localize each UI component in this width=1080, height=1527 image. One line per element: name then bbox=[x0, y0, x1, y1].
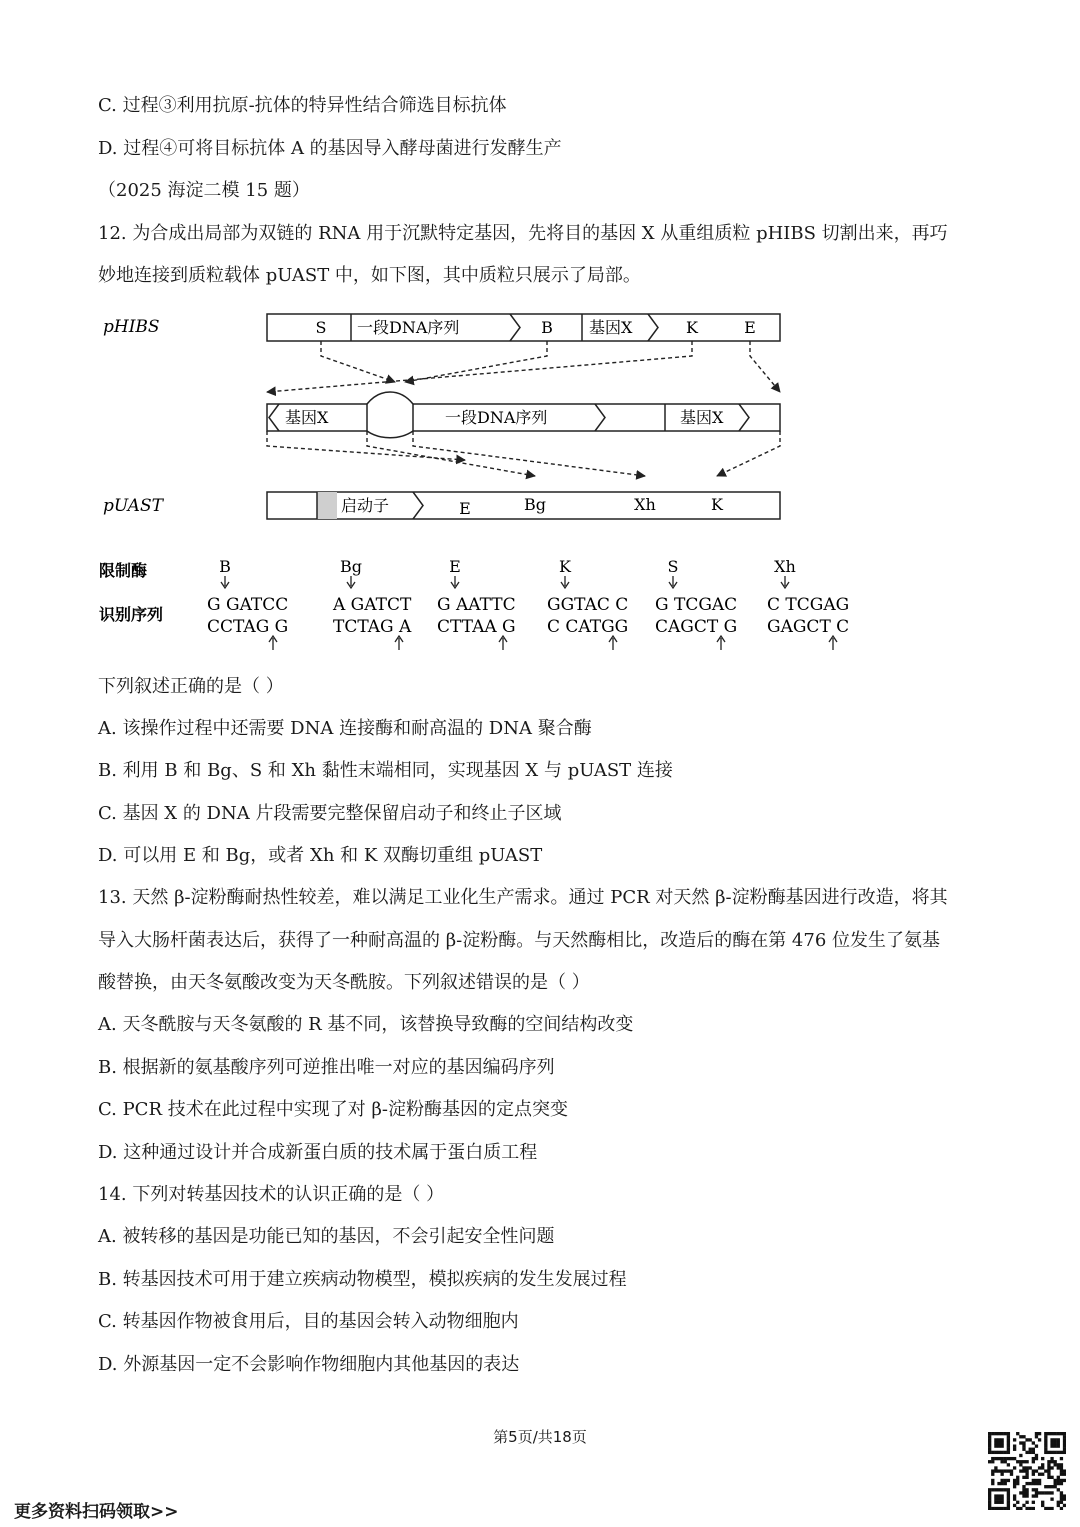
recognition-top: GGTAC C bbox=[547, 595, 629, 615]
text-line: A. 天冬酰胺与天冬氨酸的 R 基不同，该替换导致酶的空间结构改变 bbox=[98, 1014, 634, 1035]
text-line: D. 外源基因一定不会影响作物细胞内其他基因的表达 bbox=[98, 1354, 520, 1375]
text-line: 14. 下列对转基因技术的认识正确的是（ ） bbox=[98, 1184, 445, 1205]
middle-gene-x-right: 基因X bbox=[680, 408, 724, 427]
text-line: C. 转基因作物被食用后，目的基因会转入动物细胞内 bbox=[98, 1311, 519, 1332]
cut-arrow-up bbox=[609, 636, 617, 650]
middle-gene-x-left: 基因X bbox=[285, 408, 329, 427]
phibs-gene-x: 基因X bbox=[589, 318, 633, 337]
enzyme-name: K bbox=[559, 557, 571, 576]
middle-dna-seq: 一段DNA序列 bbox=[445, 408, 548, 427]
enzyme-name: Bg bbox=[340, 557, 362, 576]
cut-arrow-down bbox=[451, 576, 459, 588]
text-line: D. 过程④可将目标抗体 A 的基因导入酵母菌进行发酵生产 bbox=[98, 138, 562, 159]
recognition-bottom: CAGCT G bbox=[655, 617, 738, 637]
text-line: 12. 为合成出局部为双链的 RNA 用于沉默特定基因，先将目的基因 X 从重组质粒 pHIBS 切割出来，再巧 bbox=[98, 223, 948, 244]
phibs-label: pHIBS bbox=[103, 317, 160, 337]
recognition-top: G TCGAC bbox=[655, 595, 738, 615]
page-number: 第5页/共18页 bbox=[493, 1428, 587, 1446]
enzyme-name: E bbox=[449, 557, 461, 576]
text-line: B. 转基因技术可用于建立疾病动物模型，模拟疾病的发生发展过程 bbox=[98, 1269, 627, 1290]
recognition-bottom: CCTAG G bbox=[207, 617, 289, 637]
puast-bg: Bg bbox=[524, 495, 546, 514]
text-line: 酸替换，由天冬氨酸改变为天冬酰胺。下列叙述错误的是（ ） bbox=[98, 972, 590, 993]
puast-label: pUAST bbox=[103, 496, 163, 516]
plasmid-diagram bbox=[95, 300, 795, 530]
recognition-bottom: GAGCT C bbox=[767, 617, 850, 637]
text-line: 导入大肠杆菌表达后，获得了一种耐高温的 β-淀粉酶。与天然酶相比，改造后的酶在第 476 位发生了氨基 bbox=[98, 930, 941, 951]
cut-arrow-down bbox=[669, 576, 677, 588]
enzyme-name: B bbox=[219, 557, 231, 576]
text-line: （2025 海淀二模 15 题） bbox=[98, 180, 310, 201]
cut-arrow-up bbox=[829, 636, 837, 650]
recognition-top: G GATCC bbox=[207, 595, 289, 615]
cut-arrow-down bbox=[221, 576, 229, 588]
recognition-top: G AATTC bbox=[437, 595, 516, 615]
phibs-e: E bbox=[744, 318, 756, 337]
phibs-dna-seq: 一段DNA序列 bbox=[357, 318, 460, 337]
text-line: B. 利用 B 和 Bg、S 和 Xh 黏性末端相同，实现基因 X 与 pUAST 连接 bbox=[98, 760, 673, 781]
text-line: B. 根据新的氨基酸序列可逆推出唯一对应的基因编码序列 bbox=[98, 1057, 555, 1078]
cut-arrow-up bbox=[499, 636, 507, 650]
text-line: 13. 天然 β-淀粉酶耐热性较差，难以满足工业化生产需求。通过 PCR 对天然 β-淀粉酶基因进行改造，将其 bbox=[98, 887, 948, 908]
text-line: C. 过程③利用抗原-抗体的特异性结合筛选目标抗体 bbox=[98, 95, 507, 116]
text-line: D. 这种通过设计并合成新蛋白质的技术属于蛋白质工程 bbox=[98, 1142, 538, 1163]
cut-arrow-down bbox=[347, 576, 355, 588]
sequence-row-label: 识别序列 bbox=[99, 605, 164, 624]
phibs-b: B bbox=[541, 318, 553, 337]
cut-arrow-up bbox=[717, 636, 725, 650]
puast-xh: Xh bbox=[634, 495, 656, 514]
qr-code[interactable] bbox=[988, 1432, 1066, 1510]
text-line: A. 该操作过程中还需要 DNA 连接酶和耐高温的 DNA 聚合酶 bbox=[98, 718, 592, 739]
text-line: A. 被转移的基因是功能已知的基因，不会引起安全性问题 bbox=[98, 1226, 555, 1247]
phibs-s: S bbox=[315, 318, 327, 337]
text-line: C. 基因 X 的 DNA 片段需要完整保留启动子和终止子区域 bbox=[98, 803, 562, 824]
text-line: 妙地连接到质粒载体 pUAST 中，如下图，其中质粒只展示了局部。 bbox=[98, 265, 641, 286]
phibs-k: K bbox=[686, 318, 698, 337]
recognition-bottom: CTTAA G bbox=[437, 617, 516, 637]
text-line: 下列叙述正确的是（ ） bbox=[98, 676, 284, 697]
recognition-bottom: TCTAG A bbox=[333, 617, 412, 637]
cut-arrow-down bbox=[781, 576, 789, 588]
more-materials-link[interactable]: 更多资料扫码领取>> bbox=[14, 1502, 179, 1522]
recognition-top: A GATCT bbox=[333, 595, 412, 615]
enzyme-name: Xh bbox=[774, 557, 796, 576]
recognition-bottom: C CATGG bbox=[547, 617, 629, 637]
cut-arrow-down bbox=[561, 576, 569, 588]
enzyme-table bbox=[95, 552, 855, 652]
cut-arrow-up bbox=[395, 636, 403, 650]
text-line: D. 可以用 E 和 Bg，或者 Xh 和 K 双酶切重组 pUAST bbox=[98, 845, 543, 866]
enzyme-name: S bbox=[667, 557, 679, 576]
recognition-top: C TCGAG bbox=[767, 595, 850, 615]
puast-k: K bbox=[711, 495, 723, 514]
cut-arrow-up bbox=[269, 636, 277, 650]
puast-promoter: 启动子 bbox=[341, 496, 390, 515]
text-line: C. PCR 技术在此过程中实现了对 β-淀粉酶基因的定点突变 bbox=[98, 1099, 568, 1120]
enzyme-row-label: 限制酶 bbox=[99, 561, 148, 580]
puast-e: E bbox=[459, 499, 471, 518]
